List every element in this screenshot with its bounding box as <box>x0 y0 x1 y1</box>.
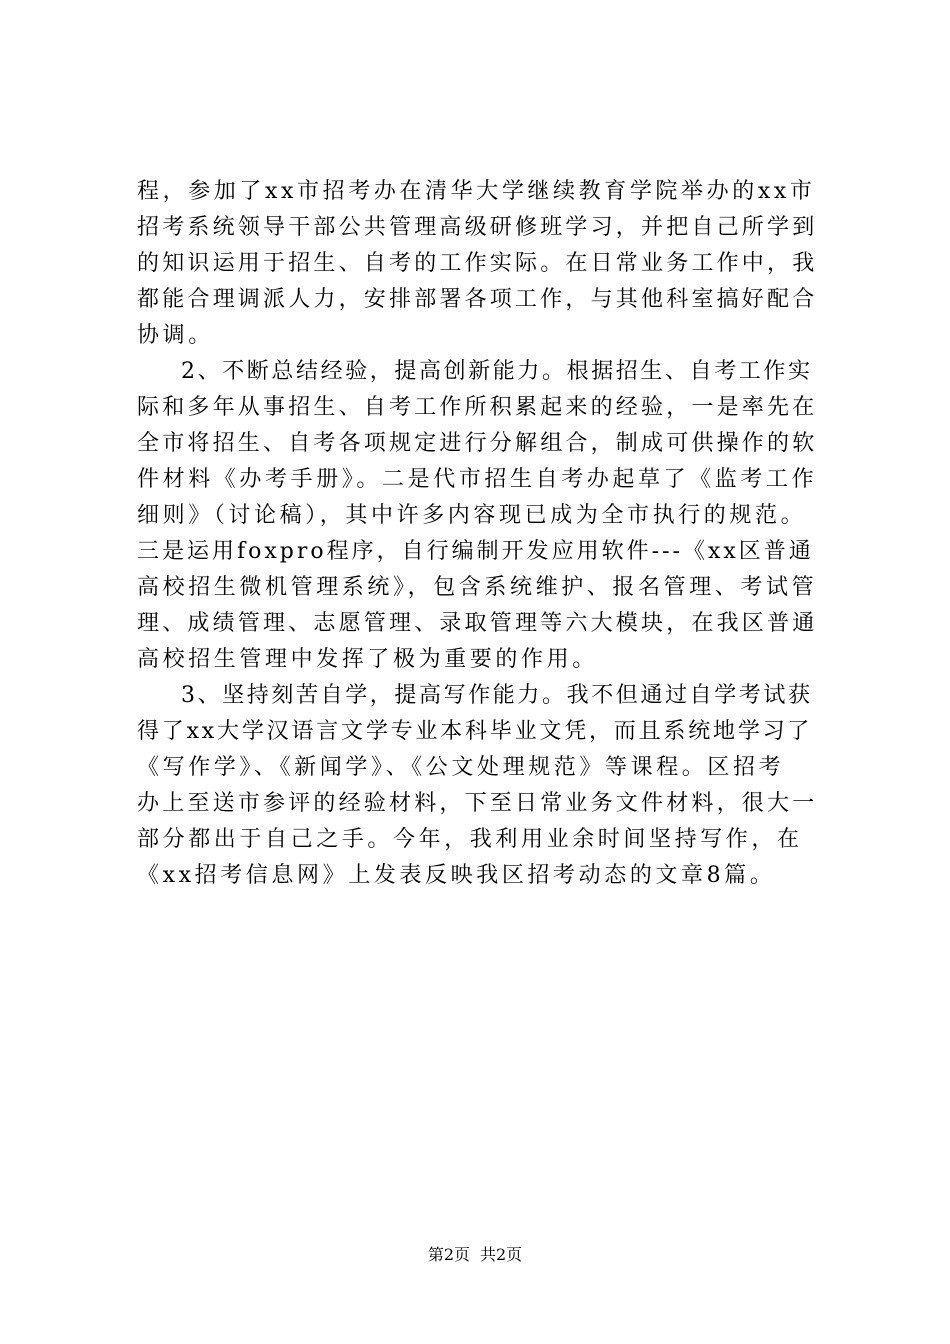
page-footer <box>0 1244 950 1266</box>
text-line: 三是运用foxpro程序，自行编制开发应用软件---《xx区普通 <box>137 539 814 564</box>
page-total: 共2页 <box>480 1245 523 1264</box>
text-line: 际和多年从事招生、自考工作所积累起来的经验，一是率先在 <box>137 395 818 420</box>
text-line: 《xx招考信息网》上发表反映我区招考动态的文章8篇。 <box>137 863 776 888</box>
document-body <box>137 174 817 894</box>
text-line: 理、成绩管理、志愿管理、录取管理等六大模块，在我区普通 <box>137 611 818 636</box>
text-line: 得了xx大学汉语言文学专业本科毕业文凭，而且系统地学习了 <box>137 719 813 744</box>
text-line: 高校招生微机管理系统》，包含系统维护、报名管理、考试管 <box>137 575 818 600</box>
text-line: 细则》（讨论稿），其中许多内容现已成为全市执行的规范。 <box>137 503 807 528</box>
paragraph-3-start-line: 3、坚持刻苦自学，提高写作能力。我不但通过自学考试获 <box>181 683 813 708</box>
text-line: 部分都出于自己之手。今年，我利用业余时间坚持写作，在 <box>137 827 803 852</box>
text-line: 全市将招生、自考各项规定进行分解组合，制成可供操作的软 <box>137 431 818 456</box>
text-line: 程，参加了xx市招考办在清华大学继续教育学院举办的xx市 <box>137 179 816 204</box>
text-line: 件材料《办考手册》。二是代市招生自考办起草了《监考工作 <box>137 467 818 492</box>
text-line: 都能合理调派人力，安排部署各项工作，与其他科室搞好配合 <box>137 287 818 312</box>
text-line: 协调。 <box>137 323 214 348</box>
page-number: 第2页 <box>427 1245 470 1264</box>
text-line: 办上至送市参评的经验材料，下至日常业务文件材料，很大一 <box>137 791 818 816</box>
text-line: 《写作学》、《新闻学》、《公文处理规范》等课程。区招考 <box>137 755 785 780</box>
text-line: 的知识运用于招生、自考的工作实际。在日常业务工作中，我 <box>137 251 818 276</box>
text-line: 招考系统领导干部公共管理高级研修班学习，并把自己所学到 <box>137 215 818 240</box>
text-line: 高校招生管理中发挥了极为重要的作用。 <box>137 647 598 672</box>
paragraph-2-start-line: 2、不断总结经验，提高创新能力。根据招生、自考工作实 <box>181 359 813 384</box>
